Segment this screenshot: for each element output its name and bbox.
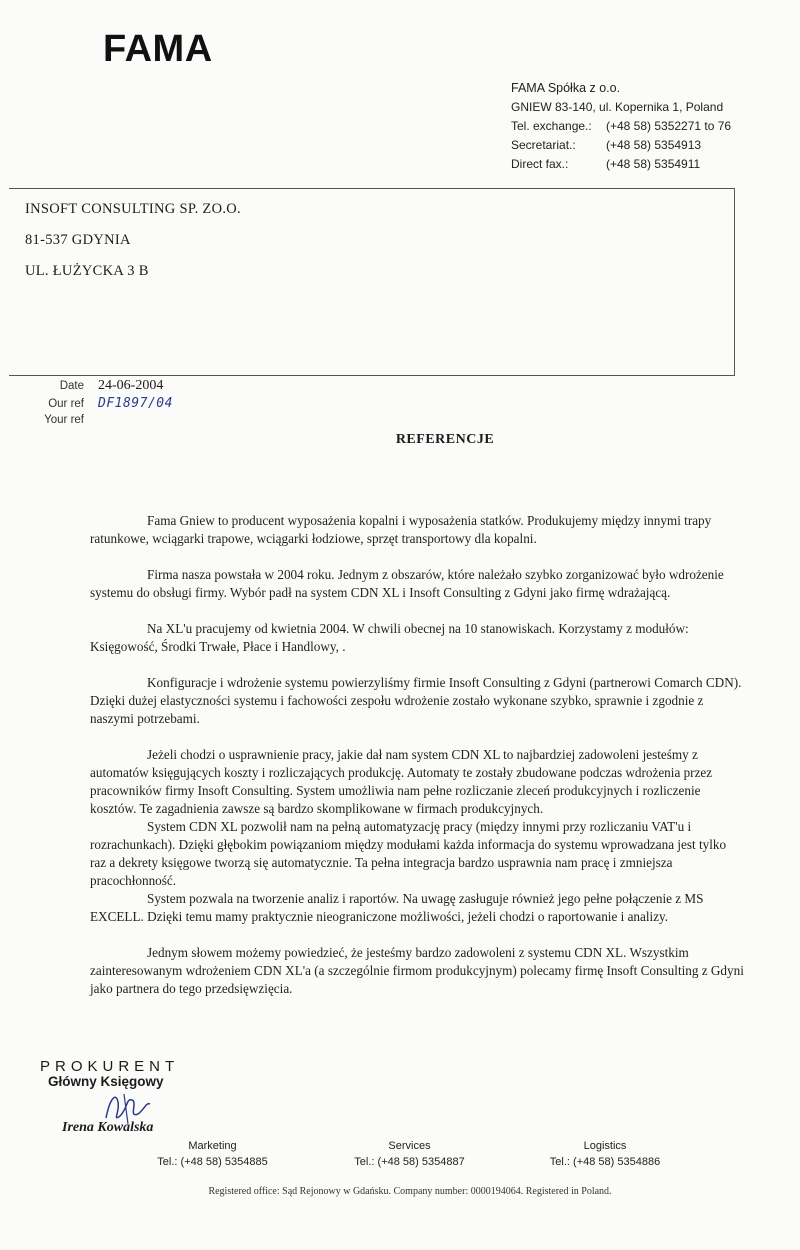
recipient-line: INSOFT CONSULTING SP. ZO.O. <box>25 201 241 217</box>
contact-row <box>511 117 731 136</box>
reference-block <box>20 378 320 432</box>
recipient-address-box <box>9 188 735 376</box>
footer-dept: Marketing <box>188 1140 237 1152</box>
paragraph: System CDN XL pozwolił nam na pełną automatyzację pracy (między innymi przy rozliczaniu VAT'u i rozrachunkach). Dzięki głębokim powiązaniom między modułami każda informacja do systemu wprowadzana jest tylko raz a dekrety księgowe tworzą się automatycznie. Ta pełna integracja bardzo usprawnia nam pracę i zmniejsza pracochłonność. <box>90 819 727 888</box>
contact-value: (+48 58) 5354911 <box>606 157 701 171</box>
yourref-label: Your ref <box>44 414 84 426</box>
ourref-value: DF1897/04 <box>98 396 173 411</box>
sender-info <box>511 79 731 174</box>
footer-phone: Tel.: (+48 58) 5354885 <box>157 1156 268 1168</box>
date-value: 24-06-2004 <box>98 378 164 393</box>
contact-value: (+48 58) 5354913 <box>606 138 702 152</box>
recipient-line: 81-537 GDYNIA <box>25 232 131 248</box>
signature-stamp-role: Główny Księgowy <box>48 1074 164 1089</box>
contact-label: Direct fax.: <box>511 157 569 171</box>
paragraph: System pozwala na tworzenie analiz i raportów. Na uwagę zasługuje również jego pełne połączenie z MS EXCELL. Dzięki temu mamy praktycznie nieograniczone możliwości, jeżeli chodzi o raportowanie i analizy. <box>90 891 704 924</box>
contact-row <box>511 136 731 155</box>
company-logo: FAMA <box>103 28 213 70</box>
footer-phone: Tel.: (+48 58) 5354887 <box>354 1156 465 1168</box>
footer-dept: Services <box>388 1140 431 1152</box>
footer-marketing <box>150 1140 275 1172</box>
paragraph: Fama Gniew to producent wyposażenia kopalni i wyposażenia statków. Produkujemy między innymi trapy ratunkowe, wciągarki trapowe, wciągarki łodziowe, sprzęt transportowy dla kopalni. <box>90 513 712 546</box>
registered-office-note: Registered office: Sąd Rejonowy w Gdańsku. Company number: 0000194064. Registered in Poland. <box>208 1186 612 1197</box>
footer-logistics <box>540 1140 670 1172</box>
signature-name: Irena Kowalska <box>62 1120 154 1135</box>
document-title: REFERENCJE <box>395 432 495 447</box>
contact-label: Secretariat.: <box>511 138 576 152</box>
signature-stamp-title: PROKURENT <box>40 1058 180 1075</box>
sender-address: GNIEW 83-140, ul. Kopernika 1, Poland <box>511 100 724 114</box>
ourref-label: Our ref <box>48 398 84 410</box>
footer-services <box>347 1140 472 1172</box>
paragraph: Jednym słowem możemy powiedzieć, że jesteśmy bardzo zadowoleni z systemu CDN XL. Wszystkim zainteresowanym wdrożeniem CDN XL'a (a szczególnie firmom produkcyjnym) polecamy firmę Insoft Consulting z Gdyni jako partnera do tego przedsięwzięcia. <box>90 945 744 996</box>
footer-phone: Tel.: (+48 58) 5354886 <box>549 1156 661 1168</box>
contact-label: Tel. exchange.: <box>511 119 592 133</box>
contact-value: (+48 58) 5352271 to 76 <box>606 119 732 133</box>
letter-body <box>90 512 745 998</box>
date-label: Date <box>59 380 84 392</box>
paragraph: Jeżeli chodzi o usprawnienie pracy, jakie dał nam system CDN XL to najbardziej zadowoleni jesteśmy z automatów księgujących koszty i rozliczających produkcję. Automaty te zostały zbudowane podczas wdrożenia przez pracowników firmy Insoft Consulting. System umożliwia nam pełne rozliczanie zleceń produkcyjnych i rozliczenie kosztów. Te zagadnienia zawsze są bardzo skomplikowane w firmach produkcyjnych. <box>90 747 713 816</box>
paragraph: Na XL'u pracujemy od kwietnia 2004. W chwili obecnej na 10 stanowiskach. Korzystamy z modułów: Księgowość, Środki Trwałe, Płace i Handlowy, . <box>90 621 689 654</box>
recipient-line: UL. ŁUŻYCKA 3 B <box>25 263 149 279</box>
paragraph: Firma nasza powstała w 2004 roku. Jednym z obszarów, które należało szybko zorganizować było wdrożenie systemu do obsługi firmy. Wybór padł na system CDN XL i Insoft Consulting z Gdyni jako firmę wdrażającą. <box>90 567 724 600</box>
contact-row <box>511 155 731 174</box>
sender-name: FAMA Spółka z o.o. <box>511 81 621 95</box>
paragraph: Konfiguracje i wdrożenie systemu powierzyliśmy firmie Insoft Consulting z Gdyni (partnerowi Comarch CDN). Dzięki dużej elastyczności systemu i fachowości zespołu wdrożenie zostało wykonane szybko, sprawnie i zgodnie z naszymi potrzebami. <box>90 675 742 726</box>
footer-dept: Logistics <box>583 1140 627 1152</box>
